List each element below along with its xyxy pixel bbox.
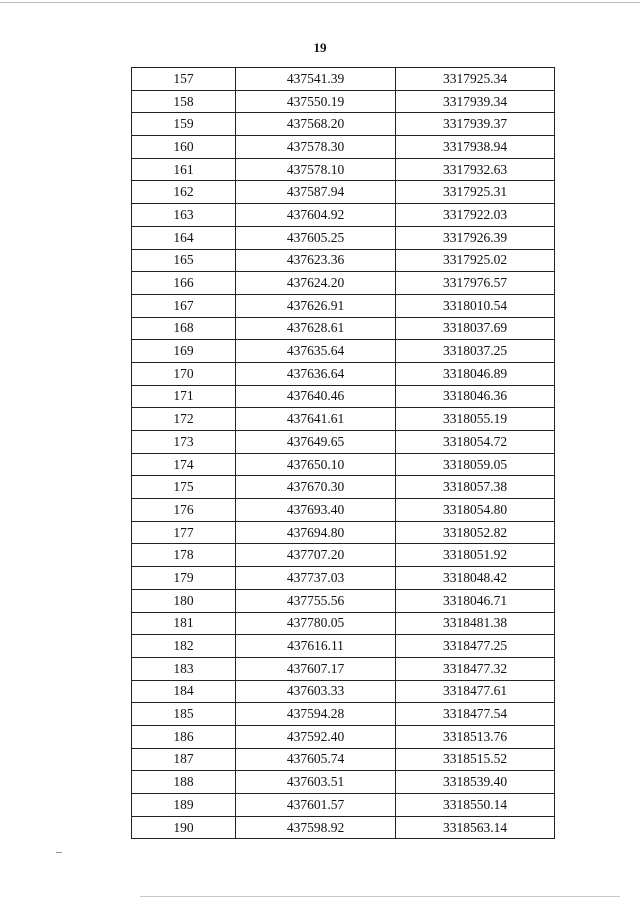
point-number-cell: 159 bbox=[132, 113, 236, 136]
point-number-cell: 175 bbox=[132, 476, 236, 499]
y-coordinate-cell: 3318046.89 bbox=[396, 362, 555, 385]
y-coordinate-cell: 3317938.94 bbox=[396, 136, 555, 159]
y-coordinate-cell: 3318052.82 bbox=[396, 521, 555, 544]
x-coordinate-cell: 437670.30 bbox=[236, 476, 396, 499]
x-coordinate-cell: 437578.30 bbox=[236, 136, 396, 159]
table-row bbox=[132, 589, 555, 612]
point-number-cell: 177 bbox=[132, 521, 236, 544]
table-row bbox=[132, 499, 555, 522]
point-number-cell: 186 bbox=[132, 725, 236, 748]
x-coordinate-cell: 437624.20 bbox=[236, 272, 396, 295]
x-coordinate-cell: 437636.64 bbox=[236, 362, 396, 385]
point-number-cell: 170 bbox=[132, 362, 236, 385]
table-row bbox=[132, 521, 555, 544]
point-number-cell: 181 bbox=[132, 612, 236, 635]
y-coordinate-cell: 3318046.36 bbox=[396, 385, 555, 408]
table-row bbox=[132, 113, 555, 136]
table-row bbox=[132, 226, 555, 249]
table-row bbox=[132, 340, 555, 363]
y-coordinate-cell: 3317925.31 bbox=[396, 181, 555, 204]
table-row bbox=[132, 657, 555, 680]
y-coordinate-cell: 3317925.34 bbox=[396, 68, 555, 91]
y-coordinate-cell: 3318054.80 bbox=[396, 499, 555, 522]
y-coordinate-cell: 3318513.76 bbox=[396, 725, 555, 748]
x-coordinate-cell: 437607.17 bbox=[236, 657, 396, 680]
table-row bbox=[132, 408, 555, 431]
x-coordinate-cell: 437603.51 bbox=[236, 771, 396, 794]
point-number-cell: 162 bbox=[132, 181, 236, 204]
point-number-cell: 165 bbox=[132, 249, 236, 272]
x-coordinate-cell: 437635.64 bbox=[236, 340, 396, 363]
x-coordinate-cell: 437594.28 bbox=[236, 703, 396, 726]
y-coordinate-cell: 3318477.54 bbox=[396, 703, 555, 726]
point-number-cell: 161 bbox=[132, 158, 236, 181]
point-number-cell: 176 bbox=[132, 499, 236, 522]
x-coordinate-cell: 437649.65 bbox=[236, 431, 396, 454]
y-coordinate-cell: 3318477.25 bbox=[396, 635, 555, 658]
y-coordinate-cell: 3318481.38 bbox=[396, 612, 555, 635]
x-coordinate-cell: 437592.40 bbox=[236, 725, 396, 748]
y-coordinate-cell: 3318515.52 bbox=[396, 748, 555, 771]
point-number-cell: 173 bbox=[132, 431, 236, 454]
point-number-cell: 169 bbox=[132, 340, 236, 363]
x-coordinate-cell: 437641.61 bbox=[236, 408, 396, 431]
x-coordinate-cell: 437587.94 bbox=[236, 181, 396, 204]
y-coordinate-cell: 3318563.14 bbox=[396, 816, 555, 839]
point-number-cell: 160 bbox=[132, 136, 236, 159]
y-coordinate-cell: 3318010.54 bbox=[396, 294, 555, 317]
y-coordinate-cell: 3317926.39 bbox=[396, 226, 555, 249]
x-coordinate-cell: 437601.57 bbox=[236, 794, 396, 817]
point-number-cell: 174 bbox=[132, 453, 236, 476]
scan-edge-bottom bbox=[140, 896, 620, 897]
x-coordinate-cell: 437694.80 bbox=[236, 521, 396, 544]
x-coordinate-cell: 437628.61 bbox=[236, 317, 396, 340]
point-number-cell: 157 bbox=[132, 68, 236, 91]
table-row bbox=[132, 90, 555, 113]
y-coordinate-cell: 3317925.02 bbox=[396, 249, 555, 272]
x-coordinate-cell: 437568.20 bbox=[236, 113, 396, 136]
table-row bbox=[132, 544, 555, 567]
x-coordinate-cell: 437626.91 bbox=[236, 294, 396, 317]
x-coordinate-cell: 437604.92 bbox=[236, 204, 396, 227]
table-row bbox=[132, 748, 555, 771]
table-row bbox=[132, 794, 555, 817]
y-coordinate-cell: 3318046.71 bbox=[396, 589, 555, 612]
table-row bbox=[132, 680, 555, 703]
x-coordinate-cell: 437541.39 bbox=[236, 68, 396, 91]
point-number-cell: 182 bbox=[132, 635, 236, 658]
table-row bbox=[132, 136, 555, 159]
x-coordinate-cell: 437598.92 bbox=[236, 816, 396, 839]
table-row bbox=[132, 453, 555, 476]
y-coordinate-cell: 3318048.42 bbox=[396, 567, 555, 590]
x-coordinate-cell: 437755.56 bbox=[236, 589, 396, 612]
x-coordinate-cell: 437640.46 bbox=[236, 385, 396, 408]
y-coordinate-cell: 3317922.03 bbox=[396, 204, 555, 227]
point-number-cell: 164 bbox=[132, 226, 236, 249]
y-coordinate-cell: 3317976.57 bbox=[396, 272, 555, 295]
y-coordinate-cell: 3318057.38 bbox=[396, 476, 555, 499]
y-coordinate-cell: 3317939.37 bbox=[396, 113, 555, 136]
scan-artifact bbox=[56, 852, 62, 853]
point-number-cell: 184 bbox=[132, 680, 236, 703]
table-row bbox=[132, 567, 555, 590]
x-coordinate-cell: 437707.20 bbox=[236, 544, 396, 567]
page-number: 19 bbox=[313, 40, 327, 55]
table-row bbox=[132, 725, 555, 748]
coordinates-table bbox=[131, 67, 555, 839]
point-number-cell: 168 bbox=[132, 317, 236, 340]
table-row bbox=[132, 181, 555, 204]
y-coordinate-cell: 3318055.19 bbox=[396, 408, 555, 431]
x-coordinate-cell: 437650.10 bbox=[236, 453, 396, 476]
table-row bbox=[132, 612, 555, 635]
y-coordinate-cell: 3318477.32 bbox=[396, 657, 555, 680]
y-coordinate-cell: 3318054.72 bbox=[396, 431, 555, 454]
point-number-cell: 158 bbox=[132, 90, 236, 113]
x-coordinate-cell: 437693.40 bbox=[236, 499, 396, 522]
point-number-cell: 171 bbox=[132, 385, 236, 408]
x-coordinate-cell: 437737.03 bbox=[236, 567, 396, 590]
table-row bbox=[132, 431, 555, 454]
table-row bbox=[132, 204, 555, 227]
table-row bbox=[132, 158, 555, 181]
point-number-cell: 187 bbox=[132, 748, 236, 771]
table-row bbox=[132, 249, 555, 272]
table-row bbox=[132, 385, 555, 408]
y-coordinate-cell: 3317939.34 bbox=[396, 90, 555, 113]
y-coordinate-cell: 3318477.61 bbox=[396, 680, 555, 703]
y-coordinate-cell: 3318550.14 bbox=[396, 794, 555, 817]
table-row bbox=[132, 476, 555, 499]
point-number-cell: 167 bbox=[132, 294, 236, 317]
coordinates-table-body bbox=[132, 68, 555, 839]
x-coordinate-cell: 437616.11 bbox=[236, 635, 396, 658]
table-row bbox=[132, 272, 555, 295]
point-number-cell: 190 bbox=[132, 816, 236, 839]
point-number-cell: 179 bbox=[132, 567, 236, 590]
x-coordinate-cell: 437623.36 bbox=[236, 249, 396, 272]
point-number-cell: 163 bbox=[132, 204, 236, 227]
table-row bbox=[132, 317, 555, 340]
x-coordinate-cell: 437605.25 bbox=[236, 226, 396, 249]
point-number-cell: 183 bbox=[132, 657, 236, 680]
x-coordinate-cell: 437780.05 bbox=[236, 612, 396, 635]
x-coordinate-cell: 437550.19 bbox=[236, 90, 396, 113]
y-coordinate-cell: 3318051.92 bbox=[396, 544, 555, 567]
point-number-cell: 189 bbox=[132, 794, 236, 817]
scan-edge-top bbox=[0, 2, 640, 3]
point-number-cell: 180 bbox=[132, 589, 236, 612]
table-row bbox=[132, 816, 555, 839]
table-row bbox=[132, 294, 555, 317]
y-coordinate-cell: 3318539.40 bbox=[396, 771, 555, 794]
x-coordinate-cell: 437605.74 bbox=[236, 748, 396, 771]
point-number-cell: 188 bbox=[132, 771, 236, 794]
y-coordinate-cell: 3318037.69 bbox=[396, 317, 555, 340]
point-number-cell: 178 bbox=[132, 544, 236, 567]
table-row bbox=[132, 703, 555, 726]
point-number-cell: 172 bbox=[132, 408, 236, 431]
table-row bbox=[132, 635, 555, 658]
x-coordinate-cell: 437603.33 bbox=[236, 680, 396, 703]
x-coordinate-cell: 437578.10 bbox=[236, 158, 396, 181]
y-coordinate-cell: 3318037.25 bbox=[396, 340, 555, 363]
point-number-cell: 166 bbox=[132, 272, 236, 295]
table-row bbox=[132, 362, 555, 385]
y-coordinate-cell: 3317932.63 bbox=[396, 158, 555, 181]
table-row bbox=[132, 771, 555, 794]
table-row bbox=[132, 68, 555, 91]
point-number-cell: 185 bbox=[132, 703, 236, 726]
y-coordinate-cell: 3318059.05 bbox=[396, 453, 555, 476]
